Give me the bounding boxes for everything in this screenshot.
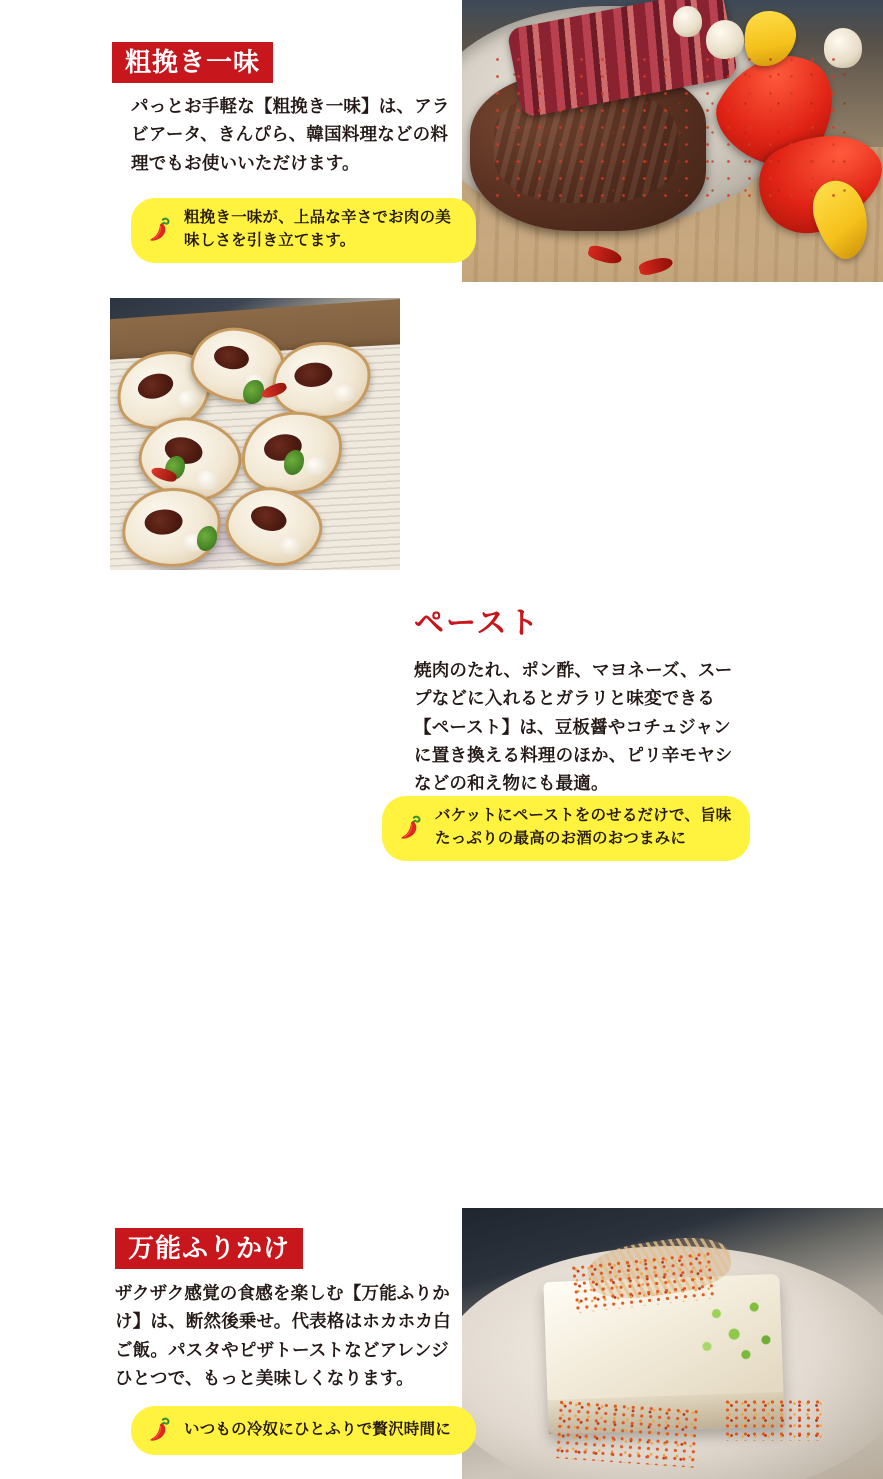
- chili-pepper-icon: [145, 215, 175, 245]
- section-body-furikake: ザクザク感覚の食感を楽しむ【万能ふりかけ】は、断然後乗せ。代表格はホカホカ白ご飯。パスタやピザトーストなどアレンジひとつで、もっと美味しくなります。: [115, 1283, 451, 1389]
- section-heading-furikake: 万能ふりかけ: [115, 1228, 303, 1269]
- grilled-meat-photo: [462, 0, 883, 282]
- tofu-photo: [462, 1208, 883, 1479]
- section-body-arabiki: パっとお手軽な【粗挽き一味】は、アラビアータ、きんぴら、韓国料理などの料理でもお使いいただけます。: [131, 96, 450, 173]
- bruschetta-photo: [110, 298, 400, 570]
- section-furikake: [0, 596, 883, 1438]
- callout-furikake: [131, 1406, 476, 1455]
- callout-text-arabiki: 粗挽き一味が、上品な辛さでお肉の美味しさを引き立てます。: [184, 209, 451, 249]
- section-paste: [0, 296, 883, 847]
- section-body-paste: 焼肉のたれ、ポン酢、マヨネーズ、スープなどに入れるとガラリと味変できる【ペースト】は、豆板醤やコチュジャンに置き換える料理のほか、ピリ辛モヤシなどの和え物にも最適。: [414, 660, 733, 794]
- section-heading-paste: ペースト: [414, 607, 541, 640]
- callout-text-paste: バケットにペーストをのせるだけで、旨味たっぷりの最高のお酒のおつまみに: [435, 807, 732, 847]
- section-heading-arabiki: 粗挽き一味: [112, 42, 273, 83]
- chili-pepper-icon: [145, 1415, 175, 1445]
- section-arabiki: [0, 0, 883, 290]
- callout-arabiki: [131, 198, 476, 263]
- callout-text-furikake: いつもの冷奴にひとふりで贅沢時間に: [184, 1420, 451, 1438]
